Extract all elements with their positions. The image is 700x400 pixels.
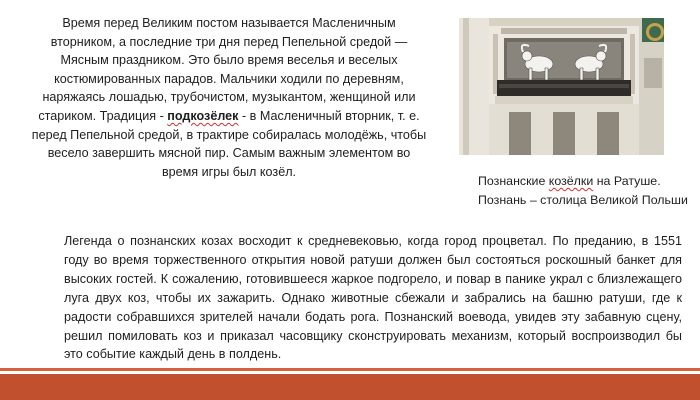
goats-photo-icon <box>459 18 664 155</box>
footer-accent-bar <box>0 374 700 400</box>
footer-accent-line <box>0 368 700 371</box>
legend-paragraph: Легенда о познанских козах восходит к средневековью, когда город процветал. По преданию, в 1551 году во время торжественного открытия новой ратуши должен был состояться роскошный банкет для высоких гостей. К сожалению, готовившееся жаркое подгорело, и повар в панике украл с близлежащего луга двух коз, чтобы их зажарить. Однако животные сбежали и забрались на башню ратуши, где к радости собравшихся зрителей начали бодать рога. Познанский воевода, увидев эту забавную сцену, решил помиловать коз и приказал часовщику сконструировать механизм, который воспроизводил бы это событие каждый день в полдень. <box>64 234 682 362</box>
caption-line-2: Познань – столица Великой Польши <box>478 192 688 207</box>
caption-suffix: на Ратуше. <box>593 174 661 188</box>
intro-paragraph <box>30 14 428 181</box>
highlighted-term: подкозёлек <box>167 108 239 123</box>
caption-prefix: Познанские <box>478 174 549 188</box>
caption-word: козёлки <box>548 174 594 188</box>
town-hall-goats-photo <box>459 18 664 155</box>
intro-text-end: - в Масленичный вторник, т. е. перед Пепельной средой, в трактире собиралась молодёжь, чтобы весело завершить мясной пир. Самым важным элементом во время игры был козёл. <box>31 108 427 179</box>
photo-caption <box>478 172 688 209</box>
caption-line-1 <box>478 172 688 191</box>
intro-text-start: Время перед Великим постом называется Масленичным вторником, а последние три дня перед Пепельной средой — Мясным праздником. Это было время веселья и веселых костюмированных парадов. Мальчики ходили по деревням, наряжаясь лошадью, трубочистом, музыкантом, женщиной или стариком. Традиция - <box>38 16 416 123</box>
